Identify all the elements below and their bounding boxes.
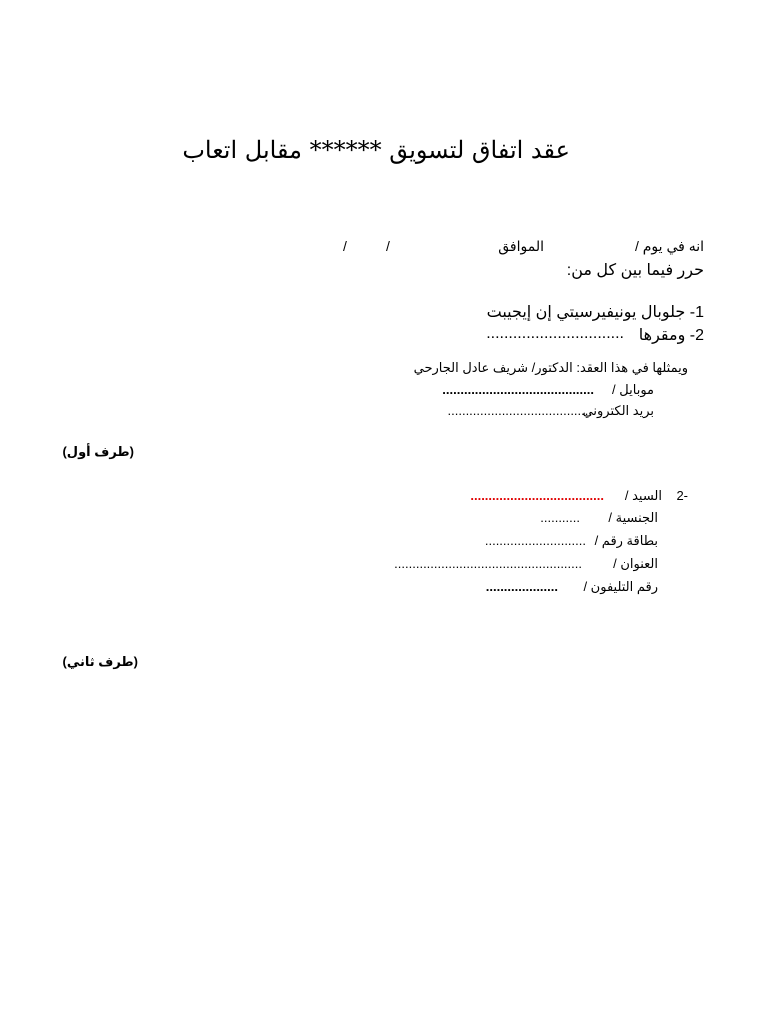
address-dots: .................................................... [394,556,582,571]
email-label: بريد الكتروني [582,403,654,418]
mobile-label: موبايل / [612,382,654,397]
nationality-dots: ........... [540,510,580,525]
day-label: انه في يوم / [634,238,704,254]
corresponding-label: الموافق [498,238,544,254]
first-party-tag: (طرف أول) [62,444,134,459]
mr-dots: ..................................... [470,488,604,503]
first-party-name: 1- جلوبال يونيفيرسيتي إن إيجيبت [486,304,704,321]
intro-line: حرر فيما بين كل من: [566,262,704,279]
id-card-dots: ............................ [484,533,586,548]
id-card-label: بطاقة رقم / [594,533,658,548]
email-dots: ........................................ [447,403,592,418]
phone-label: رقم التليفون / [583,579,658,594]
mobile-dots: .......................................... [442,382,594,397]
date-slash: / [386,238,390,254]
contract-title: عقد اتفاق لتسويق ****** مقابل اتعاب [182,136,570,164]
first-party-hq-dots: ............................... [486,325,624,342]
representative-line: ويمثلها في هذا العقد: الدكتور/ شريف عادل الجارحي [413,360,688,375]
first-party-hq-label: 2- ومقرها [638,327,704,344]
date-slash: / [343,238,347,254]
second-party-tag: (طرف ثاني) [62,654,138,669]
mr-label: السيد / [624,488,662,503]
second-party-number: 2- [676,488,688,503]
nationality-label: الجنسية / [608,510,658,525]
phone-dots: .................... [485,579,558,594]
address-label: العنوان / [613,556,658,571]
